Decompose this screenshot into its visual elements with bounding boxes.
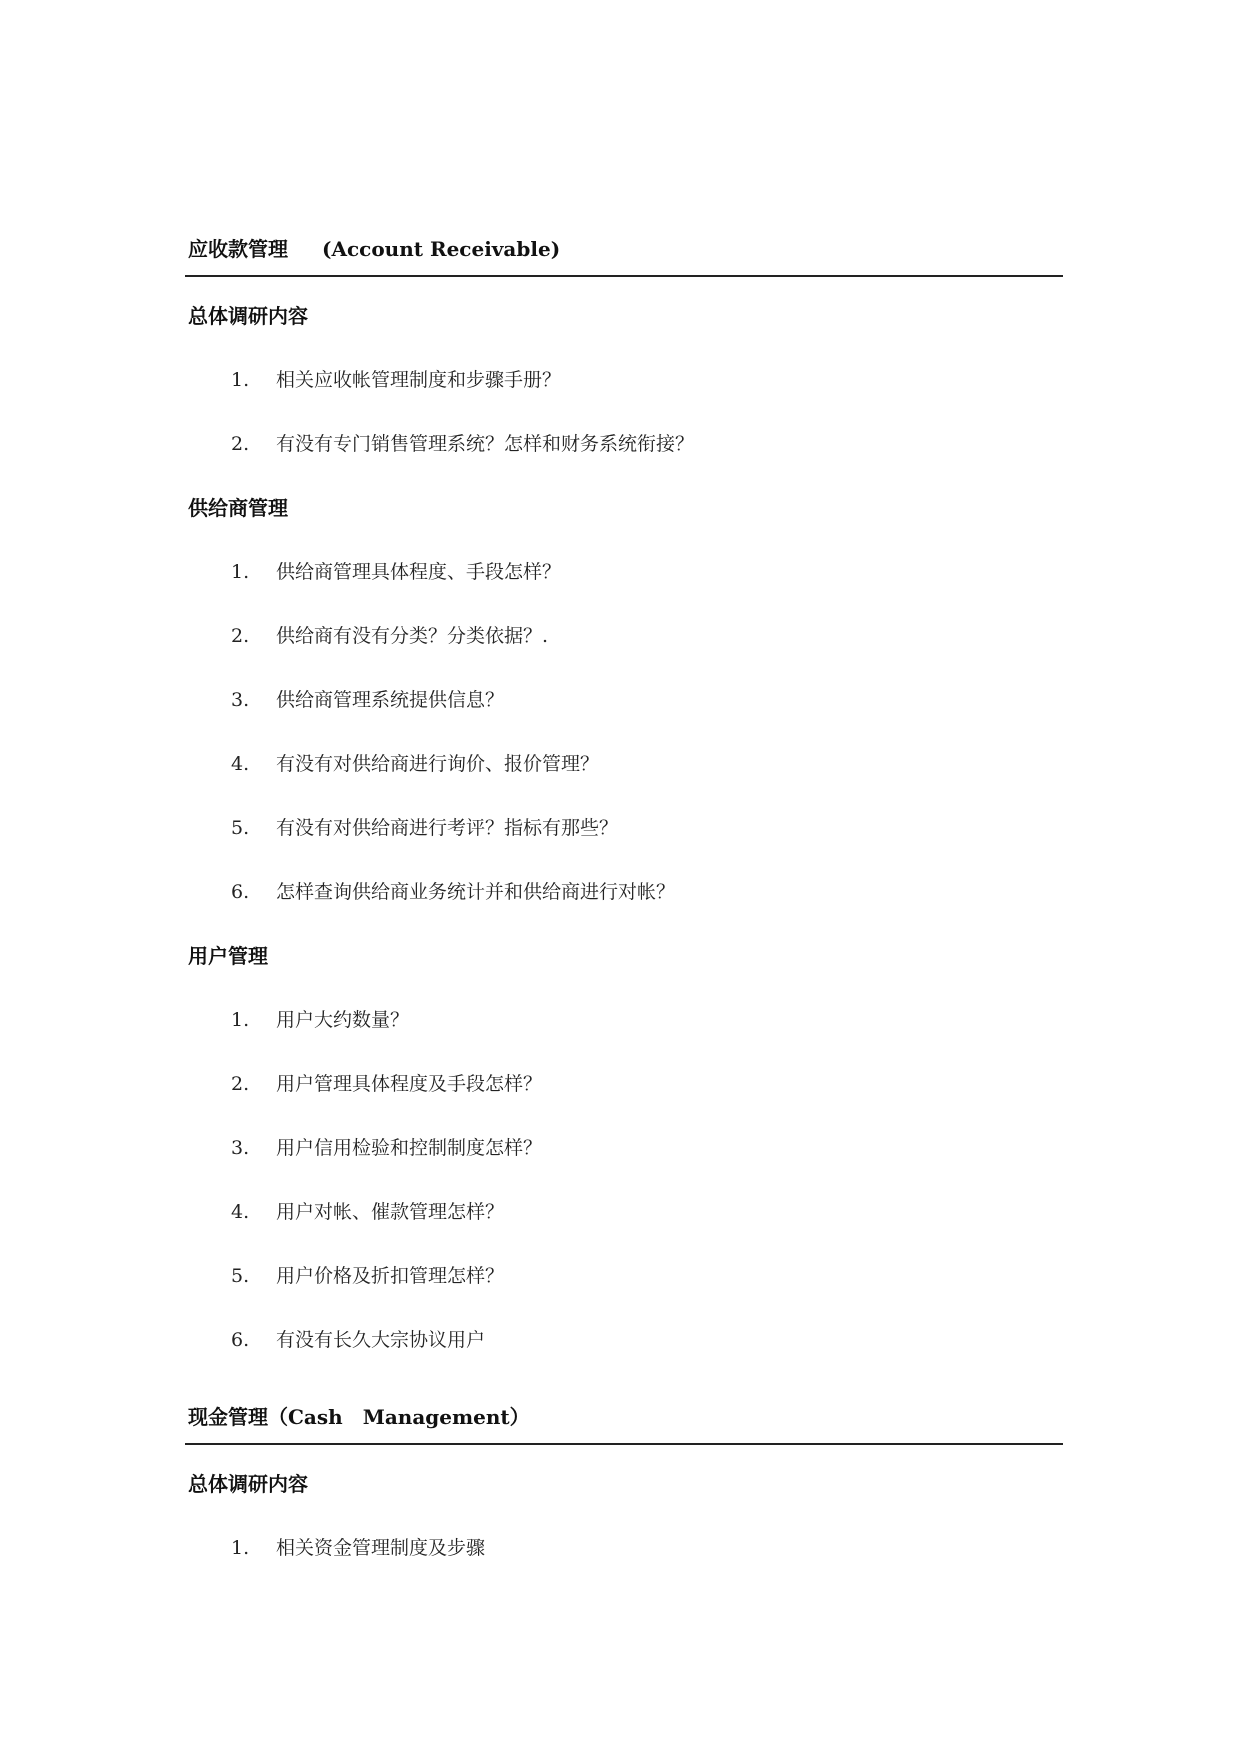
item-text: 有没有对供给商进行考评？指标有那些？ [276,817,619,839]
list-item [231,879,675,905]
item-number: 1. [231,561,250,583]
item-number: 6. [231,881,250,903]
list-item [231,1071,542,1097]
section-title-en: (Account Receivable) [322,237,561,261]
list-item [231,367,561,393]
group-heading: 供给商管理 [188,496,288,520]
item-number: 2. [231,433,250,455]
group-heading: 用户管理 [188,944,268,968]
list-item [231,1263,504,1289]
item-number: 4. [231,1201,250,1223]
item-number: 3. [231,1137,250,1159]
item-number: 1. [231,369,250,391]
item-text: 用户对帐、催款管理怎样？ [276,1201,505,1223]
item-number: 4. [231,753,250,775]
list-item [231,815,618,841]
item-text: 有没有专门销售管理系统？怎样和财务系统衔接？ [276,433,695,455]
item-text: 用户信用检验和控制制度怎样？ [276,1137,543,1159]
list-item [231,1135,542,1161]
list-item [231,431,694,457]
item-number: 3. [231,689,250,711]
list-item [231,1535,485,1561]
item-text: 相关应收帐管理制度和步骤手册？ [276,369,562,391]
section-title-en: Management） [362,1405,530,1429]
list-item [231,1327,485,1353]
list-item [231,559,561,585]
section-rule [185,1443,1063,1445]
item-number: 1. [231,1009,250,1031]
list-item [231,1199,504,1225]
item-number: 2. [231,625,250,647]
item-number: 2. [231,1073,250,1095]
item-number: 1. [231,1537,250,1559]
list-item [231,687,504,713]
item-number: 5. [231,817,250,839]
item-text: 供给商管理系统提供信息？ [276,689,505,711]
item-text: 用户价格及折扣管理怎样？ [276,1265,505,1287]
section-title-cn: 现金管理（Cash [188,1405,343,1429]
list-item [231,623,548,649]
item-number: 5. [231,1265,250,1287]
section-rule [185,275,1063,277]
item-text: 用户大约数量？ [276,1009,410,1031]
section-title-account-receivable [188,236,560,262]
item-text: 供给商管理具体程度、手段怎样？ [276,561,562,583]
list-item [231,1007,409,1033]
section-title-cash-management [188,1404,530,1430]
item-text: 怎样查询供给商业务统计并和供给商进行对帐？ [276,881,676,903]
item-text: 有没有长久大宗协议用户 [276,1329,486,1351]
item-text: 有没有对供给商进行询价、报价管理？ [276,753,600,775]
list-item [231,751,599,777]
item-text: 供给商有没有分类？分类依据？. [276,625,549,647]
group-heading: 总体调研内容 [188,1472,308,1496]
item-text: 相关资金管理制度及步骤 [276,1537,486,1559]
item-number: 6. [231,1329,250,1351]
group-heading: 总体调研内容 [188,304,308,328]
item-text: 用户管理具体程度及手段怎样？ [276,1073,543,1095]
section-title-cn: 应收款管理 [188,237,288,261]
